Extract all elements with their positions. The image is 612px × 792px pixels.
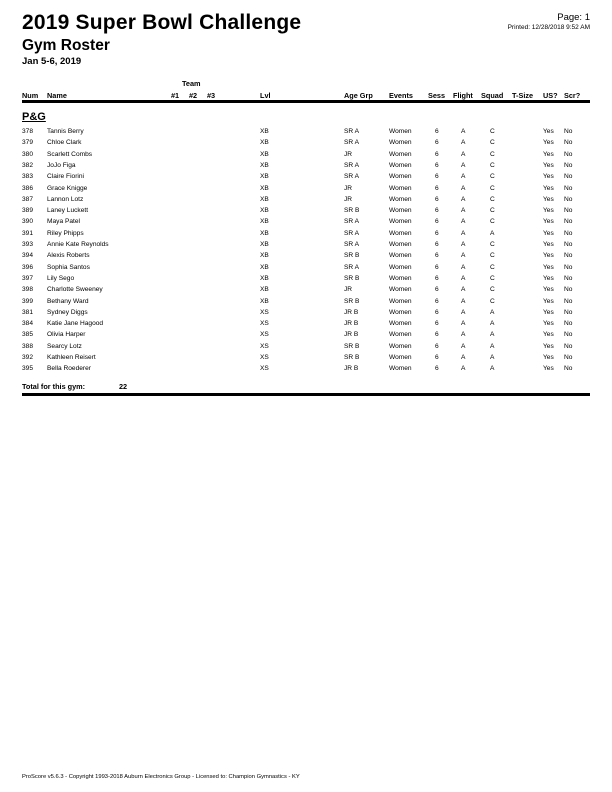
cell-squad: C <box>490 150 495 158</box>
cell-name: Grace Knigge <box>47 184 88 192</box>
cell-flight: A <box>461 320 466 328</box>
cell-flight: A <box>461 365 466 373</box>
cell-scratch: No <box>564 241 573 248</box>
cell-flight: A <box>461 252 466 260</box>
cell-name: Scarlett Combs <box>47 150 93 158</box>
cell-age-group: JR <box>344 150 353 158</box>
cell-squad: A <box>490 342 495 350</box>
cell-level: XB <box>260 161 269 169</box>
cell-name: Charlotte Sweeney <box>47 286 103 294</box>
table-row <box>0 264 612 275</box>
cell-us: Yes <box>543 207 554 215</box>
cell-us: Yes <box>543 263 554 271</box>
cell-age-group: JR B <box>344 365 359 373</box>
cell-session: 6 <box>435 320 439 328</box>
cell-level: XB <box>260 229 269 237</box>
cell-session: 6 <box>435 252 439 260</box>
cell-squad: A <box>490 229 495 237</box>
cell-flight: A <box>461 308 466 316</box>
cell-us: Yes <box>543 342 554 350</box>
table-row <box>0 252 612 263</box>
cell-session: 6 <box>435 229 439 237</box>
cell-squad: A <box>490 365 495 373</box>
cell-name: Tannis Berry <box>47 128 84 135</box>
cell-num: 396 <box>22 263 34 271</box>
col-header-num: Num <box>22 91 39 100</box>
cell-us: Yes <box>543 161 554 169</box>
copyright-footer: ProScore v5.6.3 - Copyright 1993-2018 Auburn Electronics Group - Licensed to: Champion Gymnastics - KY <box>22 774 300 780</box>
cell-events: Women <box>389 274 412 282</box>
cell-session: 6 <box>435 139 439 147</box>
col-header-team-2: #2 <box>189 91 198 100</box>
cell-session: 6 <box>435 308 439 316</box>
table-row <box>0 207 612 218</box>
cell-num: 384 <box>22 320 34 328</box>
cell-num: 387 <box>22 195 34 203</box>
cell-us: Yes <box>543 139 554 147</box>
cell-name: Laney Luckett <box>47 207 89 215</box>
cell-scratch: No <box>564 218 573 226</box>
cell-scratch: No <box>564 128 573 135</box>
cell-events: Women <box>389 128 412 135</box>
cell-age-group: SR B <box>344 207 360 215</box>
cell-level: XB <box>260 218 269 226</box>
cell-events: Women <box>389 252 412 260</box>
cell-age-group: JR B <box>344 331 359 339</box>
cell-session: 6 <box>435 173 439 181</box>
cell-us: Yes <box>543 150 554 158</box>
table-row <box>0 151 612 162</box>
cell-name: Maya Patel <box>47 218 80 226</box>
cell-events: Women <box>389 286 412 294</box>
cell-name: Olivia Harper <box>47 331 86 339</box>
cell-scratch: No <box>564 286 573 294</box>
cell-squad: C <box>490 184 495 192</box>
cell-squad: C <box>490 128 495 135</box>
cell-us: Yes <box>543 184 554 192</box>
cell-name: Claire Fiorini <box>47 173 85 181</box>
cell-scratch: No <box>564 320 573 328</box>
cell-level: XB <box>260 241 269 248</box>
cell-age-group: JR B <box>344 320 359 328</box>
cell-scratch: No <box>564 354 573 361</box>
cell-level: XS <box>260 354 269 361</box>
cell-us: Yes <box>543 286 554 294</box>
cell-squad: A <box>490 308 495 316</box>
cell-scratch: No <box>564 161 573 169</box>
table-row <box>0 343 612 354</box>
cell-name: Annie Kate Reynolds <box>47 241 109 248</box>
cell-us: Yes <box>543 195 554 203</box>
cell-num: 386 <box>22 184 34 192</box>
cell-us: Yes <box>543 354 554 361</box>
page-number: Page: 1 <box>557 12 590 23</box>
cell-events: Women <box>389 342 412 350</box>
cell-level: XB <box>260 252 269 260</box>
cell-num: 391 <box>22 229 34 237</box>
cell-session: 6 <box>435 331 439 339</box>
cell-scratch: No <box>564 308 573 316</box>
cell-us: Yes <box>543 308 554 316</box>
cell-session: 6 <box>435 354 439 361</box>
cell-num: 397 <box>22 274 34 282</box>
cell-flight: A <box>461 286 466 294</box>
cell-events: Women <box>389 207 412 215</box>
cell-level: XB <box>260 195 269 203</box>
printed-timestamp: Printed: 12/28/2018 9:52 AM <box>507 24 590 31</box>
cell-us: Yes <box>543 173 554 181</box>
cell-flight: A <box>461 139 466 147</box>
cell-num: 389 <box>22 207 34 215</box>
cell-age-group: JR <box>344 286 353 294</box>
cell-name: Searcy Lotz <box>47 342 82 350</box>
header-divider <box>22 100 590 103</box>
col-header-scratch: Scr? <box>564 91 581 100</box>
cell-flight: A <box>461 161 466 169</box>
table-row <box>0 185 612 196</box>
cell-age-group: JR <box>344 184 353 192</box>
cell-level: XB <box>260 184 269 192</box>
cell-num: 399 <box>22 297 34 305</box>
cell-squad: C <box>490 263 495 271</box>
cell-age-group: SR A <box>344 128 360 135</box>
cell-age-group: SR A <box>344 263 360 271</box>
cell-squad: C <box>490 173 495 181</box>
cell-age-group: SR A <box>344 161 360 169</box>
cell-us: Yes <box>543 274 554 282</box>
cell-events: Women <box>389 331 412 339</box>
cell-session: 6 <box>435 274 439 282</box>
col-header-us: US? <box>543 91 558 100</box>
cell-session: 6 <box>435 263 439 271</box>
cell-name: Kathleen Reisert <box>47 354 96 361</box>
cell-flight: A <box>461 342 466 350</box>
cell-flight: A <box>461 207 466 215</box>
cell-events: Women <box>389 173 412 181</box>
cell-flight: A <box>461 354 466 361</box>
cell-squad: C <box>490 139 495 147</box>
cell-level: XB <box>260 286 269 294</box>
cell-num: 398 <box>22 286 34 294</box>
cell-num: 378 <box>22 128 34 135</box>
cell-flight: A <box>461 128 466 135</box>
cell-age-group: JR <box>344 195 353 203</box>
cell-flight: A <box>461 229 466 237</box>
col-header-age-group: Age Grp <box>344 91 373 100</box>
cell-session: 6 <box>435 150 439 158</box>
cell-name: Sydney Diggs <box>47 308 88 316</box>
cell-flight: A <box>461 218 466 226</box>
table-row <box>0 128 612 139</box>
col-header-flight: Flight <box>453 91 473 100</box>
cell-events: Women <box>389 308 412 316</box>
cell-squad: C <box>490 207 495 215</box>
cell-session: 6 <box>435 207 439 215</box>
table-row <box>0 173 612 184</box>
cell-us: Yes <box>543 331 554 339</box>
cell-scratch: No <box>564 263 573 271</box>
cell-events: Women <box>389 184 412 192</box>
cell-age-group: SR B <box>344 354 360 361</box>
cell-squad: C <box>490 286 495 294</box>
table-row <box>0 365 612 376</box>
cell-level: XB <box>260 207 269 215</box>
cell-name: Riley Phipps <box>47 229 84 237</box>
cell-session: 6 <box>435 161 439 169</box>
col-header-team-1: #1 <box>171 91 180 100</box>
cell-num: 392 <box>22 354 34 361</box>
col-header-level: Lvl <box>260 91 271 100</box>
col-header-squad: Squad <box>481 91 504 100</box>
cell-flight: A <box>461 173 466 181</box>
cell-num: 394 <box>22 252 34 260</box>
cell-name: Lily Sego <box>47 274 75 282</box>
table-row <box>0 354 612 365</box>
cell-level: XB <box>260 150 269 158</box>
col-header-events: Events <box>389 91 413 100</box>
cell-flight: A <box>461 263 466 271</box>
cell-level: XS <box>260 365 269 373</box>
table-row <box>0 139 612 150</box>
cell-scratch: No <box>564 139 573 147</box>
cell-squad: C <box>490 195 495 203</box>
cell-events: Women <box>389 365 412 373</box>
gym-total-value: 22 <box>119 382 128 391</box>
cell-us: Yes <box>543 241 554 248</box>
cell-num: 379 <box>22 139 34 147</box>
cell-us: Yes <box>543 365 554 373</box>
report-subtitle: Gym Roster <box>22 37 110 54</box>
table-row <box>0 286 612 297</box>
cell-flight: A <box>461 184 466 192</box>
cell-squad: C <box>490 241 495 248</box>
cell-us: Yes <box>543 229 554 237</box>
table-row <box>0 309 612 320</box>
cell-session: 6 <box>435 218 439 226</box>
cell-level: XB <box>260 274 269 282</box>
cell-session: 6 <box>435 297 439 305</box>
cell-flight: A <box>461 274 466 282</box>
cell-session: 6 <box>435 195 439 203</box>
cell-num: 381 <box>22 308 34 316</box>
cell-level: XB <box>260 297 269 305</box>
cell-us: Yes <box>543 297 554 305</box>
meet-dates: Jan 5-6, 2019 <box>22 56 82 67</box>
cell-age-group: SR A <box>344 241 360 248</box>
cell-scratch: No <box>564 342 573 350</box>
cell-scratch: No <box>564 150 573 158</box>
cell-us: Yes <box>543 128 554 135</box>
cell-age-group: SR A <box>344 139 360 147</box>
cell-scratch: No <box>564 184 573 192</box>
cell-session: 6 <box>435 342 439 350</box>
table-row <box>0 331 612 342</box>
cell-level: XS <box>260 320 269 328</box>
col-header-team-3: #3 <box>207 91 216 100</box>
cell-events: Women <box>389 241 412 248</box>
cell-scratch: No <box>564 207 573 215</box>
cell-events: Women <box>389 195 412 203</box>
cell-session: 6 <box>435 241 439 248</box>
col-header-session: Sess <box>428 91 446 100</box>
cell-squad: C <box>490 274 495 282</box>
team-column-group-header: Team <box>182 79 201 88</box>
cell-level: XB <box>260 173 269 181</box>
cell-events: Women <box>389 263 412 271</box>
cell-flight: A <box>461 195 466 203</box>
table-row <box>0 162 612 173</box>
cell-age-group: SR A <box>344 218 360 226</box>
cell-session: 6 <box>435 184 439 192</box>
cell-us: Yes <box>543 218 554 226</box>
cell-scratch: No <box>564 195 573 203</box>
cell-name: JoJo Figa <box>47 161 76 169</box>
cell-age-group: SR A <box>344 229 360 237</box>
cell-level: XS <box>260 342 269 350</box>
cell-squad: C <box>490 161 495 169</box>
col-header-name: Name <box>47 91 67 100</box>
table-row <box>0 320 612 331</box>
report-title: 2019 Super Bowl Challenge <box>22 11 302 34</box>
cell-scratch: No <box>564 173 573 181</box>
cell-flight: A <box>461 150 466 158</box>
cell-events: Women <box>389 150 412 158</box>
cell-flight: A <box>461 297 466 305</box>
cell-flight: A <box>461 331 466 339</box>
cell-events: Women <box>389 229 412 237</box>
cell-level: XS <box>260 331 269 339</box>
cell-squad: C <box>490 297 495 305</box>
cell-squad: A <box>490 320 495 328</box>
cell-num: 393 <box>22 241 34 248</box>
cell-scratch: No <box>564 365 573 373</box>
cell-us: Yes <box>543 320 554 328</box>
cell-session: 6 <box>435 365 439 373</box>
cell-age-group: SR B <box>344 342 360 350</box>
cell-squad: C <box>490 218 495 226</box>
cell-flight: A <box>461 241 466 248</box>
cell-scratch: No <box>564 331 573 339</box>
cell-name: Alexis Roberts <box>47 252 90 260</box>
cell-session: 6 <box>435 286 439 294</box>
cell-scratch: No <box>564 252 573 260</box>
cell-num: 395 <box>22 365 34 373</box>
cell-name: Lannon Lotz <box>47 195 84 203</box>
cell-squad: C <box>490 252 495 260</box>
cell-events: Women <box>389 218 412 226</box>
table-row <box>0 196 612 207</box>
gym-total-label: Total for this gym: <box>22 382 86 391</box>
footer-divider <box>22 393 590 396</box>
col-header-tshirt-size: T-Size <box>512 91 534 100</box>
cell-us: Yes <box>543 252 554 260</box>
cell-age-group: SR B <box>344 274 360 282</box>
table-row <box>0 230 612 241</box>
cell-events: Women <box>389 297 412 305</box>
cell-name: Chloe Clark <box>47 139 82 147</box>
cell-age-group: SR A <box>344 173 360 181</box>
cell-scratch: No <box>564 297 573 305</box>
cell-events: Women <box>389 320 412 328</box>
cell-age-group: SR B <box>344 252 360 260</box>
cell-squad: A <box>490 331 495 339</box>
cell-events: Women <box>389 139 412 147</box>
cell-scratch: No <box>564 274 573 282</box>
cell-num: 385 <box>22 331 34 339</box>
cell-num: 380 <box>22 150 34 158</box>
cell-name: Bethany Ward <box>47 297 89 305</box>
cell-num: 390 <box>22 218 34 226</box>
cell-num: 383 <box>22 173 34 181</box>
cell-num: 382 <box>22 161 34 169</box>
cell-session: 6 <box>435 128 439 135</box>
table-row <box>0 275 612 286</box>
cell-age-group: SR B <box>344 297 360 305</box>
cell-name: Katie Jane Hagood <box>47 320 104 328</box>
cell-level: XS <box>260 308 269 316</box>
table-row <box>0 218 612 229</box>
table-row <box>0 241 612 252</box>
cell-num: 388 <box>22 342 34 350</box>
cell-age-group: JR B <box>344 308 359 316</box>
cell-squad: A <box>490 354 495 361</box>
gym-name: P&G <box>22 111 46 123</box>
cell-events: Women <box>389 354 412 361</box>
table-row <box>0 298 612 309</box>
cell-name: Bella Roederer <box>47 365 91 373</box>
cell-level: XB <box>260 263 269 271</box>
cell-level: XB <box>260 128 269 135</box>
cell-events: Women <box>389 161 412 169</box>
cell-scratch: No <box>564 229 573 237</box>
cell-level: XB <box>260 139 269 147</box>
cell-name: Sophia Santos <box>47 263 90 271</box>
